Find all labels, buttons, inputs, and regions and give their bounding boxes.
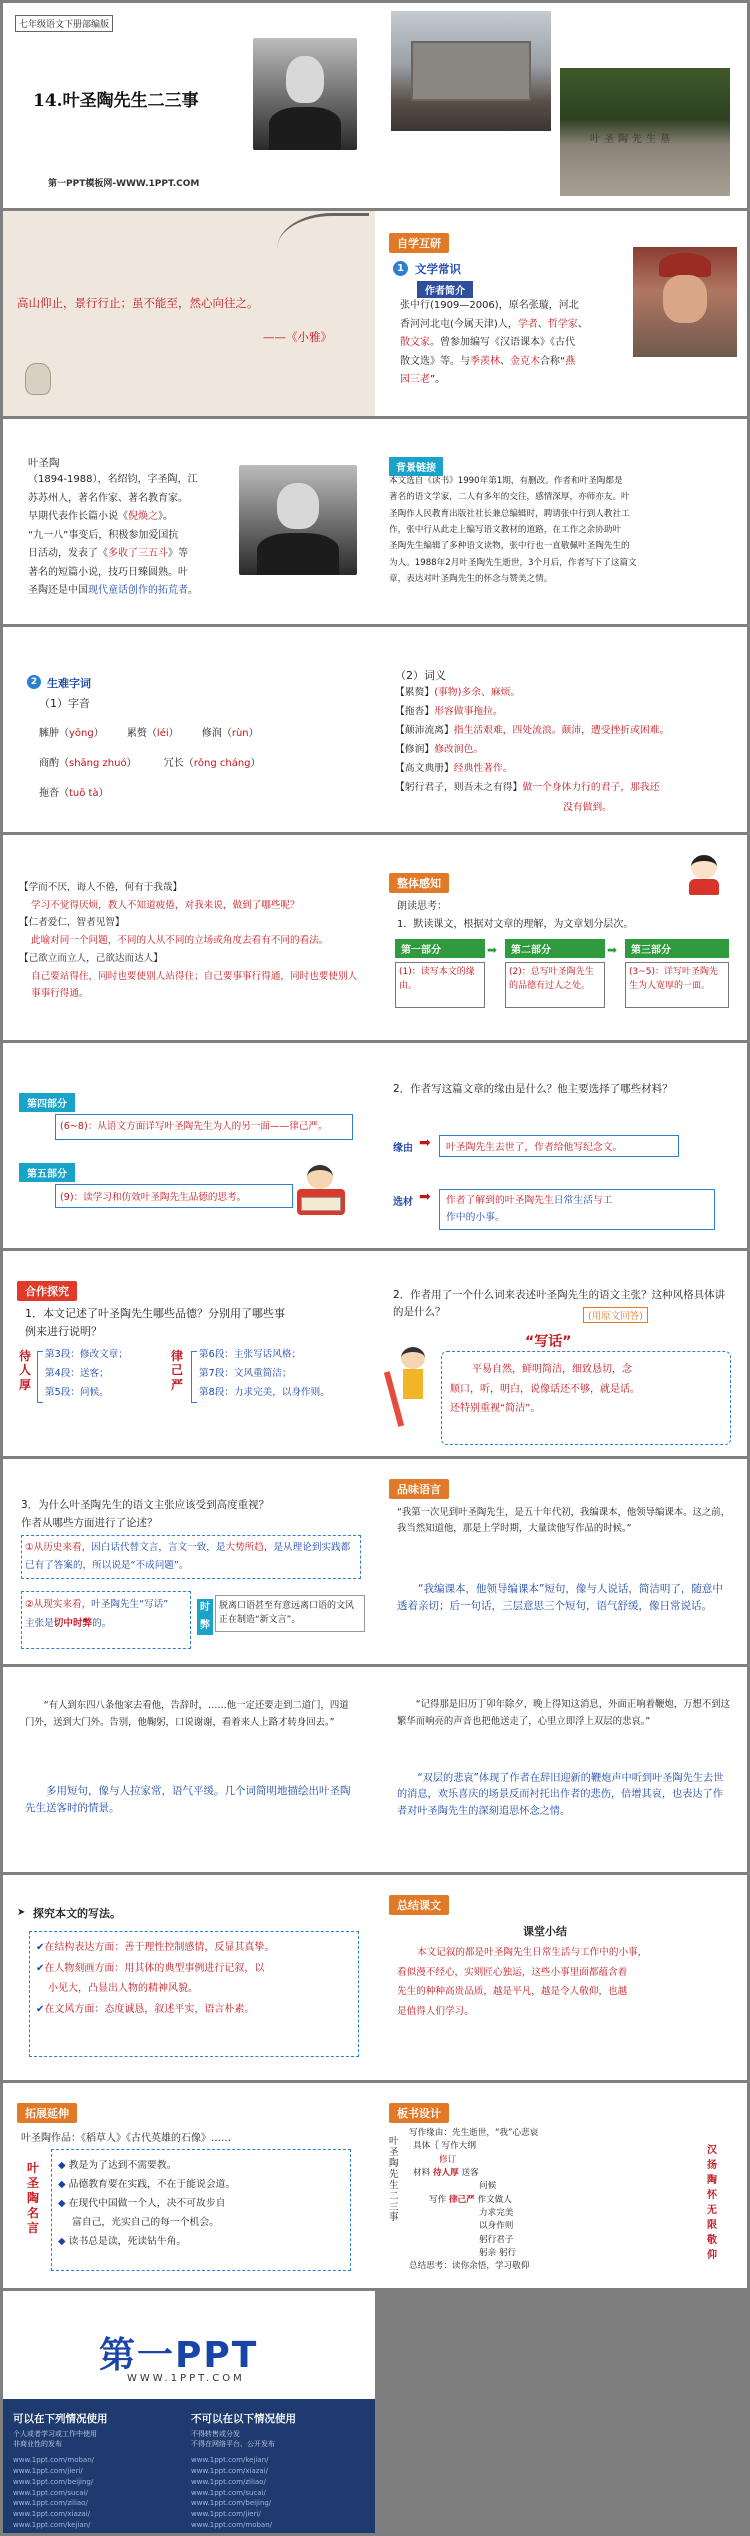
section-tag: 自学互研 xyxy=(389,233,449,253)
quote-text: 高山仰止，景行行止；虽不能至，然心向往之。 xyxy=(17,296,259,310)
arrow-icon: ➡ xyxy=(419,1135,431,1151)
question-text: 2．作者写这篇文章的缘由是什么？他主要选择了哪些材料？ xyxy=(393,1083,673,1095)
summary-text: 本文记叙的都是叶圣陶先生日常生活与工作中的小事， 看似漫不经心，实则匠心独运，这些小事里面都蕴含着 先生的种种高贵品质，越是平凡，越是令人敬仰，也越 是值得人们学习。 xyxy=(397,1947,648,2017)
sub-heading: （2）词义 xyxy=(395,669,446,682)
bracket-left xyxy=(37,1351,43,1403)
slide-reason-and-materials xyxy=(375,1043,747,1248)
section-tag: 板书设计 xyxy=(389,2103,449,2123)
slide-yeshengtao-bio xyxy=(3,419,375,624)
slide-title xyxy=(3,3,375,208)
slide-writing-method xyxy=(3,1875,375,2080)
method-box: ✔在结构表达方面：善于理性控制感情，反显其真挚。 ✔在人物刻画方面：用其体的典型事例进行记叙，以 小见大，凸显出人物的精神风貌。 ✔在文风方面：态度诚恳，叙述平实，语言朴素。 xyxy=(29,1931,359,2057)
slide-parts-continued xyxy=(3,1043,375,1248)
part-5: 第五部分 (9)：读学习和仿效叶圣陶先生品德的思考。 xyxy=(19,1163,319,1208)
section-tag: 品味语言 xyxy=(389,1479,449,1499)
reading-intro: 朗读思考： xyxy=(397,901,447,912)
slide-ppt-footer xyxy=(3,2291,375,2533)
board-title: 叶圣陶先生二三事 xyxy=(389,2136,399,2224)
site-url: 第一PPT模板网-WWW.1PPT.COM xyxy=(48,179,200,189)
meanings-list: 【累赘】(事物)多余、麻烦。 【拖沓】形容做事拖拉。 【颠沛流离】指生活艰难，四处流浪。颠沛，遭受挫折或困难。 【修润】修改润色。 【高文典册】经典性著作。 【躬行君子，则吾未之有得】做一个身体力行的君子，那我还 没有做到。 xyxy=(395,687,670,813)
arrow-icon: ➡ xyxy=(487,943,498,957)
label-treat-people-kindly: 待人厚 xyxy=(19,1349,32,1392)
note-4: 不得在网络平台、公开发布 xyxy=(191,2440,275,2448)
question-line-2: 作者从哪些方面进行了论述？ xyxy=(21,1517,158,1529)
pencil-kid-icon xyxy=(391,1347,433,1431)
author-text: 张中行(1909—2006)，原名张璇，河北 香河河北屯(今属天津)人，学者、哲学家、 散文家。曾参加编写《汉语课本》《古代 散文选》等。与季羡林、金克木合称“燕 园三老”。 xyxy=(400,300,588,385)
quote-text: “有人到东四八条他家去看他，告辞时，……他一定还要走到二道门，四道门外，送到大门外。告别，他鞠躬，口说谢谢，看着来人上路才转身回去。” xyxy=(25,1700,349,1729)
note-2: 非商业性的发布 xyxy=(13,2440,62,2448)
reality-answer: ②从现实来看，叶圣陶先生“写话” 主张是切中时弊的。 xyxy=(21,1591,191,1649)
answer-reason: 叶圣陶先生去世了，作者给他写纪念文。 xyxy=(439,1135,679,1157)
slide-word-meanings xyxy=(375,627,747,832)
vase-icon xyxy=(25,363,51,395)
slide-idioms xyxy=(3,835,375,1040)
key-word: “写话” xyxy=(525,1334,572,1350)
background-text: 本文选自《读书》1990年第1期，有删改。作者和叶圣陶都是 著名的语文学家，二人有多年的交往，感情深厚，亦师亦友。叶 圣陶作人民教育出版社社长兼总编辑时，聘请张中行到人教社工 作，张中行从此走上编写语文教材的道路，在工作之余协助叶 圣陶先生编辑了多种语文读物，张中行也一直敬佩叶圣陶先生的 为人。1988年2月叶圣陶先生逝世，3个月后，作者写下了这篇文 章，表达对叶圣陶先生的怀念与赞美之情。 xyxy=(389,476,637,584)
slide-language-claim xyxy=(3,1459,375,1664)
comment-text: “我编课本，他领导编课本”短句，像与人说话，简洁明了，随意中透着亲切；后一句话，三层意思三个短句，语气舒缓，像日常说话。 xyxy=(397,1583,723,1613)
ppt-logo: 第一PPT xyxy=(99,2335,259,2376)
arrow-icon: ➡ xyxy=(607,943,618,957)
cannot-use-title: 不可以在以下情况使用 xyxy=(191,2413,296,2425)
part-1: 第一部分 (1)：读写本文的缘由。 xyxy=(395,939,485,1008)
history-answer: ①从历史来看，因白话代替文言，言文一致，是大势所趋，是从理论到实践都已有了答案的，所以说是“不成问题”。 xyxy=(21,1535,361,1579)
part-4: 第四部分 (6~8)：从语文方面详写叶圣陶先生为人的另一面——律己严。 xyxy=(19,1093,353,1140)
pinyin-row-3: 拖沓（tuō tà） xyxy=(39,788,109,799)
part-3: 第三部分 (3~5)：详写叶圣陶先生为人宽厚的一面。 xyxy=(625,939,729,1008)
slide-extension xyxy=(3,2083,375,2288)
section-tag: 合作探究 xyxy=(17,1281,77,1301)
sub-heading: 课堂小结 xyxy=(523,1925,567,1938)
slide-taste-language-1 xyxy=(375,1459,747,1664)
hint-button: (用原文回答) xyxy=(583,1307,648,1323)
cartoon-boy-icon xyxy=(685,853,723,897)
answer-materials: 作者了解到的叶圣陶先生日常生活与工 作中的小事。 xyxy=(439,1189,715,1230)
part-2: 第二部分 (2)：总写叶圣陶先生的品德有过人之处。 xyxy=(505,939,605,1008)
pine-decoration xyxy=(277,213,369,273)
comment-text: “双层的悲哀”体现了作者在辞旧迎新的鞭炮声中听到叶圣陶先生去世的消息，欢乐喜庆的场景反而衬托出作者的悲伤，倍增其哀，也表达了作者对叶圣陶先生的深刻追思怀念之情。 xyxy=(397,1773,724,1817)
quote-text: “我第一次见到叶圣陶先生，是五十年代初，我编课本，他领导编课本。这之前，我当然知道他，那是上学时期，大量读他写作品的时候。” xyxy=(397,1507,730,1535)
slide-overall-perception xyxy=(375,835,747,1040)
slide-taste-language-3 xyxy=(375,1667,747,1872)
sub-heading: （1）字音 xyxy=(39,697,90,710)
strict-examples: 第6段：主张写话风格； 第7段：文风重简洁； 第8段：力求完美，以身作则。 xyxy=(199,1349,330,1399)
comment-text: 多用短句，像与人拉家常，语气平缓。几个词简明地描绘出叶圣陶先生送客时的情景。 xyxy=(25,1785,351,1815)
question-text: 2．作者用了一个什么词来表述叶圣陶先生的语文主张？这种风格具体讲的是什么？ xyxy=(393,1289,726,1319)
number-badge: 1 xyxy=(393,261,408,276)
building-photo xyxy=(391,11,551,131)
number-badge: 2 xyxy=(27,675,41,689)
quotes-side-label: 叶圣陶名言 xyxy=(27,2161,40,2235)
slide-cooperative-inquiry xyxy=(3,1251,375,1456)
section-tag: 总结课文 xyxy=(389,1895,449,1915)
question-line-1: 1．本文记述了叶圣陶先生哪些品德？分别用了哪些事 xyxy=(25,1307,285,1320)
arrow-icon: ➡ xyxy=(419,1189,431,1205)
shi-bi-badge: 时 弊 xyxy=(197,1599,213,1635)
quotes-box: ◆ 教是为了达到不需要教。 ◆ 品德教育要在实践，不在于能说会道。 ◆ 在现代中国做一个人，决不可故步自 富自己，光实自己的每一个机会。 ◆ 读书总是读，死读钻牛角。 xyxy=(51,2149,351,2271)
slide-heading: 探究本文的写法。 xyxy=(33,1907,121,1920)
portrait-photo xyxy=(253,38,357,150)
slide-pronunciation xyxy=(3,627,375,832)
question-line-2: 例来进行说明？ xyxy=(25,1325,102,1338)
section-tag: 拓展延伸 xyxy=(17,2103,77,2123)
bio-name: 叶圣陶 xyxy=(28,457,60,469)
slide-taste-language-2 xyxy=(3,1667,375,1872)
pinyin-row-1: 臃肿（yōng） 累赘（léi） 修润（rùn） xyxy=(39,728,259,739)
label-strict-self: 律己严 xyxy=(171,1349,184,1392)
slide-summary xyxy=(375,1875,747,2080)
yeshengtao-photo xyxy=(239,465,357,575)
background-tag: 背景链接 xyxy=(389,457,443,476)
author-tag: 作者简介 xyxy=(417,281,473,298)
slide-quote xyxy=(3,211,375,416)
board-structure: 写作缘由：先生逝世，“我”心悲哀 具体｛ 写作大纲 修订 材料 待人厚 送客 问候 写作 律己严 作文做人 力求完美 以身作则 躬行君子 躬亲 躬行 总结思考：读你余悟，学习敬仰 xyxy=(409,2128,539,2272)
question-line-1: 3．为什么叶圣陶先生的语文主张应该受到高度重视？ xyxy=(21,1499,270,1511)
slide-writing-style xyxy=(375,1251,747,1456)
note-3: 不得转售或分发 xyxy=(191,2430,240,2438)
arrow-icon: ➤ xyxy=(17,1907,26,1918)
quote-text: “记得那是旧历丁卯年除夕，晚上得知这消息，外面正响着鞭炮，万想不到这繁华而响亮的声音也把他送走了，心里立即浮上双层的悲哀。” xyxy=(397,1699,731,1727)
slide-tomb-photos xyxy=(375,3,747,208)
can-use-title: 可以在下列情况使用 xyxy=(13,2413,108,2425)
footer-band xyxy=(3,2399,375,2533)
note-box: 脱离口语甚至有意远离口语的文风正在制造“新文言”。 xyxy=(215,1595,365,1632)
answer-box: 平易自然，鲜明简洁，细致恳切，念 顺口，听，明白，说像话还不够，就是话。 还特别重视“简洁”。 xyxy=(441,1351,731,1445)
idioms-list: 【学而不厌，诲人不倦，何有于我哉】 学习不觉得厌烦，教人不知道疲倦，对我来说，做到了哪些呢？ 【仁者爱仁，智者见智】 此喻对同一个问题，不同的人从不同的立场或角度去看有不同的看法。 【己欲立而立人，己欲达而达人】 自己要站得住，同时也要使别人站得住；自己要事事行得通，同时也要使别人事事行得通。 xyxy=(19,882,358,1000)
label-reason: 缘由 xyxy=(393,1143,413,1154)
page-title: 14.叶圣陶先生二三事 xyxy=(33,91,199,111)
section-tag: 整体感知 xyxy=(389,873,449,893)
works-line: 叶圣陶作品：《稻草人》《古代英雄的石像》…… xyxy=(21,2133,231,2144)
slide-author-intro xyxy=(375,211,747,416)
bracket-right xyxy=(191,1351,197,1403)
section-heading: 文学常识 xyxy=(415,262,461,276)
reading-child-icon xyxy=(293,1161,349,1221)
grade-header: 七年级语文下册部编版 xyxy=(15,15,113,32)
question-text: 1．默读课文，根据对文章的理解，为文章划分层次。 xyxy=(397,919,634,930)
pinyin-row-2: 商酌（shāng zhuó） 冗长（rǒng cháng） xyxy=(39,758,261,769)
tombstone-photo xyxy=(557,65,733,199)
author-photo xyxy=(633,247,737,357)
bio-text: （1894-1988），名绍钧，字圣陶，江 苏苏州人，著名作家、著名教育家。 早期代表作长篇小说《倪焕之》。 “九一八”事变后，积极参加爱国抗 日活动，发表了《多收了三五斗》等 著名的短篇小说，技巧日臻圆熟。叶 圣陶还是中国现代童话创作的拓荒者。 xyxy=(28,474,198,596)
kindness-examples: 第3段：修改文章； 第4段：送客； 第5段：问候。 xyxy=(45,1349,128,1399)
section-heading: 生难字词 xyxy=(47,677,91,690)
ppt-url: WWW.1PPT.COM xyxy=(127,2373,245,2384)
board-right-vertical: 汉扬陶怀无限敬仰 xyxy=(707,2145,717,2261)
slide-background xyxy=(375,419,747,624)
slide-blackboard-design xyxy=(375,2083,747,2288)
quote-source: ——《小雅》 xyxy=(263,330,332,344)
plaque-text: 叶圣陶先生墓 xyxy=(590,134,674,145)
note-1: 个人或者学习或工作中使用 xyxy=(13,2430,97,2438)
links-right[interactable]: www.1ppt.com/kejian/ www.1ppt.com/xiazai/ www.1ppt.com/ziliao/ www.1ppt.com/sucai/ www.1ppt.com/beijing/ www.1ppt.com/jieri/ www.1ppt.com/moban/ xyxy=(191,2456,273,2530)
label-materials: 选材 xyxy=(393,1197,413,1208)
links-left[interactable]: www.1ppt.com/moban/ www.1ppt.com/jieri/ www.1ppt.com/beijing/ www.1ppt.com/sucai/ www.1ppt.com/ziliao/ www.1ppt.com/xiazai/ www.1ppt.com/kejian/ xyxy=(13,2456,95,2530)
